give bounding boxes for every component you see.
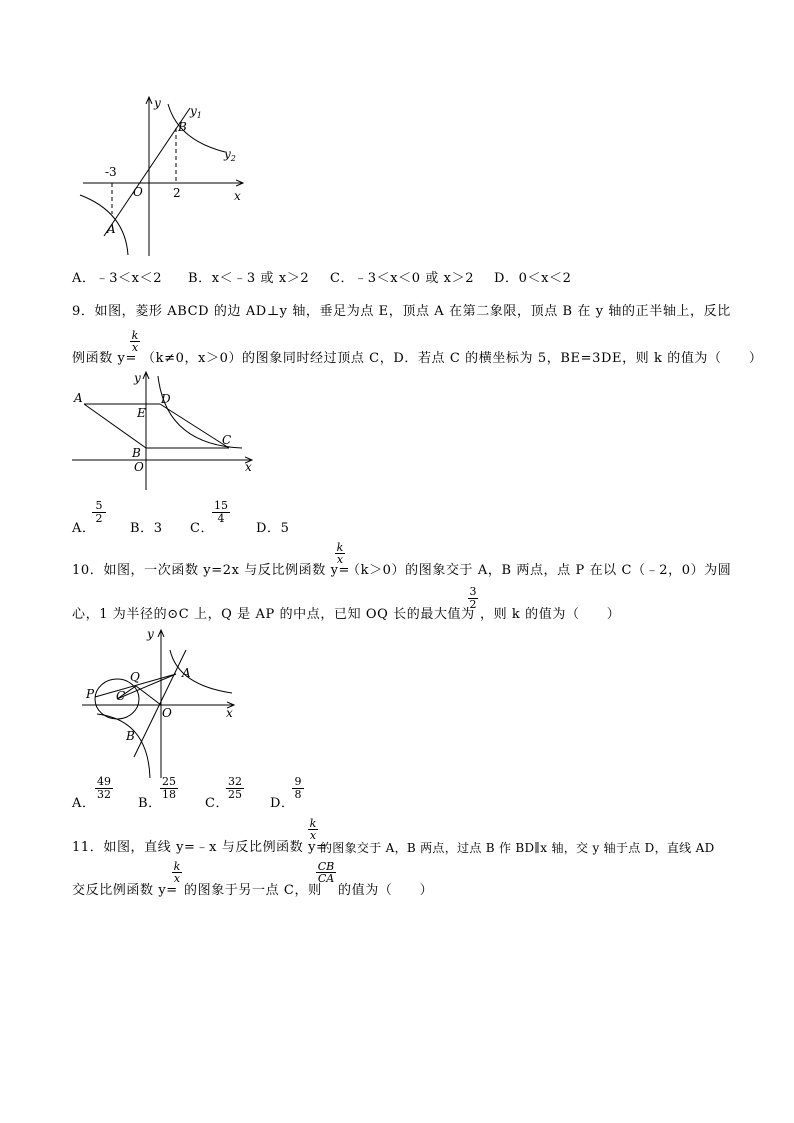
q10-y-label: y	[147, 627, 154, 641]
q8-y1-label: $y_1$	[190, 104, 202, 120]
q8-tick-neg3: -3	[105, 165, 117, 179]
q9-option-a-label: A．	[72, 521, 96, 536]
q9-option-b: B．3	[130, 521, 163, 536]
q10-hyperbola-lower	[97, 714, 150, 778]
q8-y-label: y	[154, 96, 161, 110]
q9-k-over-x: $\frac{k}{x}$	[131, 329, 139, 354]
q8-point-b-label: B	[178, 120, 187, 134]
q10-option-b-value: $\frac{25}{18}$	[162, 775, 176, 801]
q8-option-a: A．﹣3＜x＜2	[72, 271, 163, 286]
q9-option-c-value: $\frac{15}{4}$	[214, 499, 228, 525]
q10-stem-line1-post: （k＞0）的图象交于 A，B 两点，点 P 在以 C（﹣2，0）为圆	[347, 563, 732, 578]
q10-stem-line2-pre: 心，1 为半径的⊙C 上，Q 是 AP 的中点，已知 OQ 长的最大值为	[72, 607, 475, 622]
q10-x-label: x	[226, 706, 233, 720]
q10-stem-line2-post: ，则 k 的值为（ ）	[480, 607, 621, 622]
q11-stem-line1-pre: 11．如图，直线 y=﹣x 与反比例函数 y=	[72, 840, 328, 855]
q11-k-over-x-2: $\frac{k}{x}$	[173, 860, 181, 885]
q10-option-a-value: $\frac{49}{32}$	[97, 775, 111, 801]
q10-origin-label: O	[162, 706, 172, 720]
q11-stem-line2-mid: 的图象于另一点 C，则	[184, 883, 322, 898]
q10-option-d-label: D．	[270, 796, 295, 811]
q8-option-d: D．0＜x＜2	[494, 271, 572, 286]
q10-hyperbola-upper	[170, 650, 232, 693]
q10-stem-line1-pre: 10．如图，一次函数 y=2x 与反比例函数 y=	[72, 563, 351, 578]
q10-option-a-label: A．	[72, 796, 96, 811]
q10-point-a-label: A	[182, 666, 191, 680]
q9-point-e-label: E	[137, 406, 146, 420]
q10-point-q-label: Q	[130, 670, 140, 684]
q10-option-d-value: $\frac{9}{8}$	[292, 776, 304, 801]
q11-stem-line2-post: 的值为（ ）	[338, 883, 434, 898]
q8-x-label: x	[234, 189, 241, 203]
q9-stem-line2-pre: 例函数 y=	[72, 351, 137, 366]
q9-point-d-label: D	[161, 392, 171, 406]
q11-k-over-x: $\frac{k}{x}$	[309, 817, 317, 842]
q10-line-y2x	[134, 650, 186, 757]
q9-option-a-value: $\frac{5}{2}$	[92, 500, 106, 525]
q9-stem-line2-post: （k≠0，x＞0）的图象同时经过顶点 C，D．若点 C 的横坐标为 5，BE=3DE，则 k 的值为（ ）	[142, 351, 763, 366]
q10-max-oq-value: $\frac{3}{2}$	[469, 585, 477, 611]
q8-tick-2: 2	[173, 186, 181, 200]
q9-origin-label: O	[134, 460, 144, 474]
q9-point-a-label: A	[74, 391, 83, 405]
q10-option-c-label: C．	[205, 796, 230, 811]
q10-option-b-label: B．	[138, 796, 162, 811]
q9-y-label: y	[134, 371, 141, 385]
q11-stem-line1-post: 的图象交于 A，B 两点，过点 B 作 BD∥x 轴，交 y 轴于点 D，直线 AD	[320, 841, 715, 855]
q9-option-c-label: C．	[190, 521, 215, 536]
q10-point-b-label: B	[126, 729, 135, 743]
q10-option-c-value: $\frac{32}{25}$	[228, 775, 242, 801]
q8-y2-label: $y_2$	[224, 147, 236, 163]
q9-point-b-label: B	[132, 446, 141, 460]
q10-k-over-x: $\frac{k}{x}$	[336, 541, 344, 566]
q9-x-label: x	[245, 460, 252, 474]
q11-cb-over-ca: $\frac{CB}{CA}$	[317, 860, 335, 885]
q8-option-c: C．﹣3＜x＜0 或 x＞2	[330, 271, 475, 286]
q9-point-c-label: C	[222, 433, 232, 447]
q10-point-c-label: C	[116, 689, 126, 703]
q9-stem-line1: 9．如图，菱形 ABCD 的边 AD⊥y 轴，垂足为点 E，顶点 A 在第二象限，顶点 B 在 y 轴的正半轴上，反比	[72, 304, 731, 319]
q11-stem-line2-pre: 交反比例函数 y=	[72, 883, 178, 898]
q8-origin-label: O	[133, 185, 143, 199]
q10-point-p-label: P	[86, 687, 95, 701]
q9-option-d: D．5	[256, 521, 290, 536]
q8-point-a-label: A	[107, 222, 116, 236]
q10-segment-ca	[117, 674, 176, 699]
q8-option-b: B．x＜﹣3 或 x＞2	[188, 271, 310, 286]
